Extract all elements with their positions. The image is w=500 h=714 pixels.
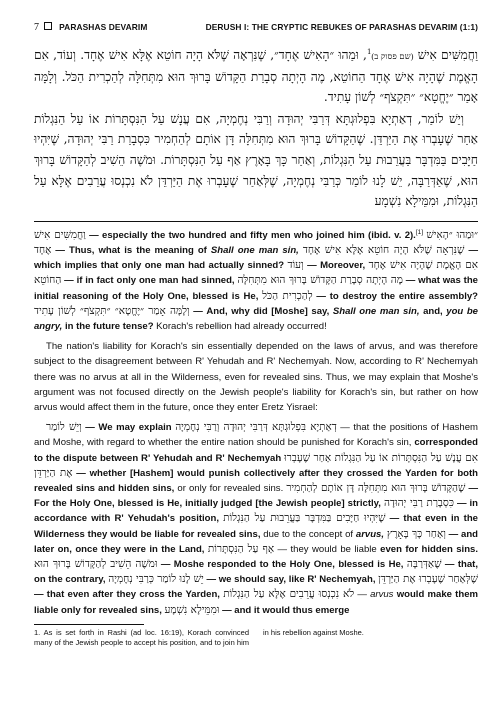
parasha-title: PARASHAS DEVARIM bbox=[59, 22, 148, 32]
bold-text: — We may explain bbox=[81, 422, 176, 434]
bold-text: and, bbox=[419, 305, 447, 317]
text-run: due to the concept of bbox=[260, 528, 356, 540]
bold-text: — especially the two hundred and fifty men who joined him (ibid. v. 2). bbox=[85, 229, 416, 241]
text-run: — that the positions of Hashem and Moshe, with regard to whether the entire nation should be punished for Korach's sin, bbox=[34, 422, 478, 449]
hebrew-lemma: שֶׁאַדְּרַבָּה bbox=[406, 558, 442, 571]
hebrew-lemma: וְאַחַר כָּךְ בָּאָרֶץ bbox=[386, 527, 446, 540]
bold-text: — whether [Hashem] would punish collectively after they crossed the Yarden for both revealed sins and hidden sins, bbox=[34, 467, 478, 495]
bold-text: — we should say, like R' Nechemyah, bbox=[203, 574, 379, 586]
hebrew-lemma: וְלָמָּה אָמַר ״יֶחֱטָא״ ״תִּקְצֹף״ לְשׁוֹן עָתִיד bbox=[34, 304, 190, 317]
hebrew-lemma: אַף עַל הַנִּסְתָּרוֹת bbox=[207, 542, 275, 555]
hebrew-lemma: וַחֲמִשִּׁים אִישׁ bbox=[417, 48, 479, 63]
text-run: Korach's rebellion had already occurred! bbox=[153, 321, 327, 333]
hebrew-lemma: וְיֵשׁ לוֹמַר bbox=[46, 421, 82, 434]
footnote-marker: [1] bbox=[415, 228, 424, 236]
bold-text: would make them liable only for revealed sins, bbox=[34, 589, 478, 616]
bold-italic-text: arvus, bbox=[355, 528, 385, 540]
hebrew-lemma: דְאַתְיָא בִּפְלוּגְתָּא דְּרַבִּי יְהוּדָה וְרַבִּי נְחֶמְיָה bbox=[175, 421, 337, 434]
hebrew-lemma: אִם הָאֱמֶת שֶׁהָיָה אִישׁ אֶחָד הַחוֹטֵא bbox=[34, 259, 479, 287]
hebrew-lemma: כִּסְבָרַת רַבִּי יְהוּדָה bbox=[383, 497, 454, 510]
bold-text: — Moshe responded to the Holy One, blessed is He, bbox=[157, 559, 407, 571]
bold-text: — that even after they cross the Yarden, bbox=[34, 589, 224, 601]
hebrew-lemma: שֶׁיִּהְיוּ חַיָּבִים בַּמִּדְבָּר בַּעֲרֵבוּת עַל הַנִּגְלוֹת bbox=[223, 512, 386, 525]
bold-text: — and later on, once they were in the Land, bbox=[34, 528, 478, 555]
page-number: 7 bbox=[34, 22, 40, 33]
hebrew-lemma: לְהַכְרִית הַכֹּל bbox=[262, 289, 313, 302]
hebrew-text-block bbox=[34, 42, 478, 212]
verse-citation: (שם פסוק ב) bbox=[371, 51, 414, 62]
bold-italic-text bbox=[333, 306, 420, 317]
footnote: 1. As is set forth in Rashi (ad loc. 16:19), Korach convinced many of the Jewish people to accept his position, and to join him in his rebellion against Moshe. bbox=[34, 627, 364, 648]
footnote-marker: 1 bbox=[366, 48, 372, 56]
italic-text: arvus bbox=[370, 589, 394, 601]
section-title: DERUSH I: THE CRYPTIC REBUKES OF PARASHAS DEVARIM (1:1) bbox=[205, 22, 478, 32]
hebrew-lemma: וּמֹשֶׁה הֵשִׁיב לְהַקָּדוֹשׁ בָּרוּךְ הוּא bbox=[34, 558, 158, 571]
footnote-divider bbox=[34, 624, 144, 625]
bold-text: — and it would thus emerge bbox=[219, 604, 350, 616]
commentary-paragraph-1 bbox=[34, 228, 478, 334]
bold-italic-text: Shall one man sin, bbox=[210, 245, 299, 257]
hebrew-lemma: וּמִמֵּילָא נִשְׁמָע bbox=[164, 603, 220, 616]
bold-text: — in accordance with R' Yehudah's position, bbox=[34, 498, 478, 525]
bold-text: — For the Holy One, blessed is He, initially judged [the Jewish people] strictly, bbox=[34, 483, 478, 510]
bold-text: — if in fact only one man had sinned, bbox=[61, 275, 238, 287]
bold-italic-text: you be angry, bbox=[34, 305, 478, 333]
hebrew-text: , וּמַהוּ ״הָאִישׁ אֶחָד״, שֶׁנִּרְאָה שֶׁלֹּא הָיָה חוֹטֵא אֶלָּא אִישׁ אֶחָד. וְעוֹד, אִם הָאֱמֶת שֶׁהָיָה אִישׁ אֶחָד הַחוֹטֵא, מֶה הָיְתָה סְבָרַת הַקָּדוֹשׁ בָּרוּךְ הוּא מִתְּחִלָּה לְהַכְרִית הַכֹּל. וְלָמָּה אָמַר ״יֶחֱטָא״ ״תִּקְצֹף״ לְשׁוֹן עָתִיד. bbox=[34, 48, 478, 105]
hebrew-lemma: שֶׁלְּאַחַר שֶׁעָבְרוּ אֶת הַיַּרְדֵּן bbox=[378, 573, 478, 586]
bold-text: in the future tense? bbox=[62, 321, 154, 333]
hebrew-lemma: אִם עֲנָשׁ עַל הַנִּסְתָּרוֹת אוֹ עַל הַנִּגְלוֹת אַחַר שֶׁעָבְרוּ אֶת הַיַּרְדֵּן bbox=[34, 451, 479, 479]
hebrew-lemma: ״וּמַהוּ ״הָאִישׁ אֶחָד bbox=[34, 228, 479, 257]
hebrew-paragraph-2: וְיֵשׁ לוֹמַר, דְאַתְיָא בִּפְלוּגְתָּא דְּרַבִּי יְהוּדָה וְרַבִּי נְחֶמְיָה, אִם עֲנָשׁ עַל הַנִּסְתָּרוֹת אוֹ עַל הַנִּגְלוֹת אַחַר שֶׁעָבְרוּ אֶת הַיַּרְדֵּן. שֶׁהַקָּדוֹשׁ בָּרוּךְ הוּא מִתְּחִלָּה דָּן אוֹתָם לְהַחְמִיר כִּסְבָרַת רַבִּי יְהוּדָה, שֶׁיִּהְיוּ חַיָּבִים בַּמִּדְבָּר בַּעֲרֵבוּת עַל הַנִּגְלוֹת, וְאַחַר כָּךְ בָּאָרֶץ אַף עַל הַנִּסְתָּרוֹת. וּמֹשֶׁה הֵשִׁיב לְהַקָּדוֹשׁ בָּרוּךְ הוּא, שֶׁאַדְּרַבָּה, יֵשׁ לָנוּ לוֹמַר כְּרַבִּי נְחֶמְיָה, שֶׁלְּאַחַר שֶׁעָבְרוּ אֶת הַיַּרְדֵּן לֹא נִכְנְסוּ עֲרֵבִים אֶלָּא עַל הַנִּגְלוֹת, וּמִמֵּילָא נִשְׁמָע bbox=[34, 111, 478, 209]
hebrew-lemma: לֹא נִכְנְסוּ עֲרֵבִים אֶלָּא עַל הַנִּגְלוֹת bbox=[223, 588, 355, 601]
bold-text: — And, why did [Moshe] say, bbox=[189, 305, 333, 317]
text-run: — they would be liable bbox=[274, 543, 381, 555]
bold-italic-text: Shall one man sin, bbox=[332, 305, 420, 317]
bold-text: even for hidden sins. bbox=[380, 543, 478, 555]
hebrew-lemma: יֵשׁ לָנוּ לוֹמַר כְּרַבִּי נְחֶמְיָה bbox=[108, 573, 204, 586]
running-header bbox=[34, 22, 478, 36]
bold-text: — Moreover, bbox=[303, 260, 369, 272]
bold-text: — to destroy the entire assembly? bbox=[312, 290, 478, 302]
hebrew-lemma: וְעוֹד bbox=[287, 259, 304, 272]
bold-text: — Thus, what is the meaning of bbox=[51, 245, 211, 257]
commentary-paragraph-3 bbox=[34, 420, 478, 618]
bold-text: — that even in the Wilderness they would be liable for revealed sins, bbox=[34, 513, 478, 540]
bold-italic-text bbox=[356, 529, 384, 540]
commentary-block bbox=[34, 228, 478, 618]
bold-text: — which implies that only one man had actually sinned? bbox=[34, 245, 478, 272]
text-run: or only for revealed sins. bbox=[174, 483, 287, 495]
square-ornament-icon bbox=[44, 22, 52, 30]
hebrew-lemma: שֶׁנִּרְאָה שֶׁלֹּא הָיָה חוֹטֵא אֶלָּא אִישׁ אֶחָד bbox=[302, 244, 465, 257]
page bbox=[34, 22, 478, 649]
hebrew-lemma: מֶה הָיְתָה סְבָרַת הַקָּדוֹשׁ בָּרוּךְ הוּא מִתְּחִלָּה bbox=[237, 274, 403, 287]
divider bbox=[34, 221, 478, 222]
bold-text: — what was the initial reasoning of the Holy One, blessed is He, bbox=[34, 275, 478, 302]
text-run: — bbox=[354, 589, 371, 601]
bold-italic-text bbox=[211, 245, 299, 256]
hebrew-lemma: וַחֲמִשִּׁים אִישׁ bbox=[34, 228, 86, 241]
header-left bbox=[34, 22, 147, 33]
bold-text: — that, on the contrary, bbox=[34, 559, 478, 586]
bold-text: corresponded to the dispute between R' Yehudah and R' Nechemyah bbox=[34, 437, 478, 464]
hebrew-lemma: שֶׁהַקָּדוֹשׁ בָּרוּךְ הוּא מִתְּחִלָּה דָּן אוֹתָם לְהַחְמִיר bbox=[286, 482, 466, 495]
hebrew-paragraph-1 bbox=[34, 42, 478, 108]
commentary-paragraph-2: The nation's liability for Korach's sin essentially depended on the laws of arvus, and was therefore subject to the disagreement between R' Yehudah and R' Nechemyah. Now, according to R' Nechemyah there was no arvus at all in the Wilderness, even for revealed sins. Thus, we may explain that Moshe's argument was not focused directly on the Jewish people's liability for Korach's sin, but rather on how arvus would affect them in the future, once they enter Eretz Yisrael: bbox=[34, 341, 478, 414]
